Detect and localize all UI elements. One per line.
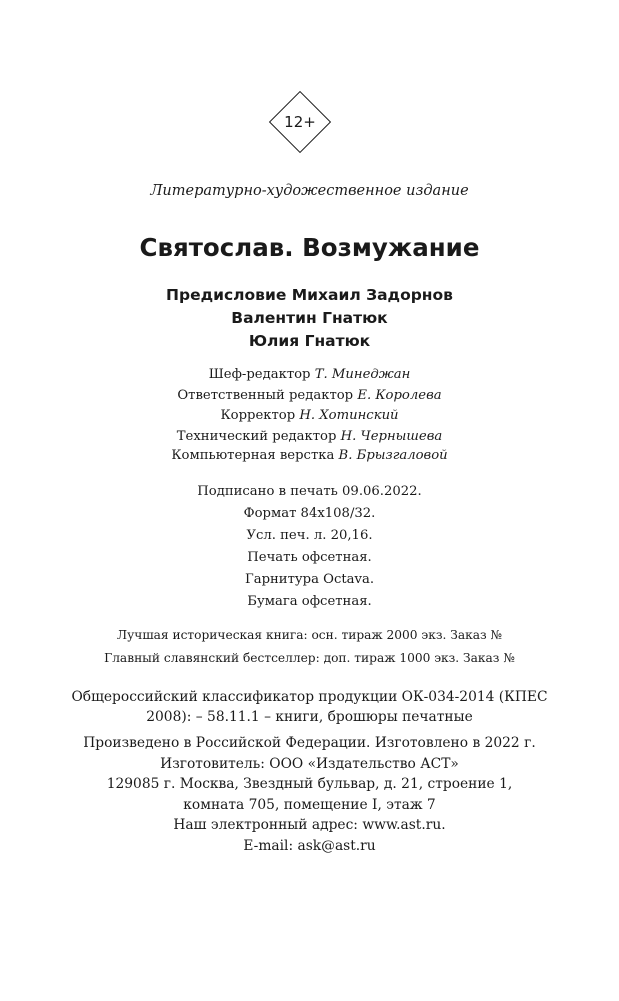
staff-line-chief-editor bbox=[0, 367, 619, 382]
print-spec-typeface: Гарнитура Octava. bbox=[244, 572, 375, 587]
genre-label: Литературно-художественное издание bbox=[150, 183, 469, 199]
staff-role: Технический редактор bbox=[176, 429, 337, 444]
age-rating-badge bbox=[269, 91, 333, 155]
age-rating-text: 12+ bbox=[284, 113, 316, 131]
author-line-1: Валентин Гнатюк bbox=[231, 309, 388, 327]
legal-email-line: E-mail: ask@ast.ru bbox=[243, 838, 376, 854]
staff-name: Е. Королева bbox=[357, 388, 442, 403]
staff-role: Компьютерная верстка bbox=[171, 448, 335, 463]
print-run-line: Лучшая историческая книга: осн. тираж 2000 экз. Заказ № bbox=[116, 628, 503, 642]
staff-line-responsible-editor bbox=[0, 388, 619, 403]
print-spec-sheets: Усл. печ. л. 20,16. bbox=[246, 528, 373, 543]
staff-role: Ответственный редактор bbox=[177, 388, 354, 403]
legal-production-line: Произведено в Российской Федерации. Изготовлено в 2022 г. bbox=[83, 735, 536, 751]
staff-line-technical-editor bbox=[0, 429, 619, 444]
staff-name: В. Брызгаловой bbox=[338, 448, 448, 463]
legal-address-line: комната 705, помещение I, этаж 7 bbox=[183, 797, 436, 813]
book-title: Святослав. Возмужание bbox=[139, 233, 480, 262]
staff-name: Н. Чернышева bbox=[340, 429, 443, 444]
author-line-2: Юлия Гнатюк bbox=[248, 332, 371, 350]
print-spec-paper: Бумага офсетная. bbox=[247, 594, 372, 609]
print-run-line: Главный славянский бестселлер: доп. тираж 1000 экз. Заказ № bbox=[104, 651, 515, 665]
legal-website-line: Наш электронный адрес: www.ast.ru. bbox=[173, 817, 446, 833]
legal-classifier-line: Общероссийский классификатор продукции ОК-034-2014 (КПЕС bbox=[71, 689, 548, 705]
legal-classifier-line: 2008): – 58.11.1 – книги, брошюры печатные bbox=[146, 709, 473, 725]
staff-role: Корректор bbox=[220, 408, 296, 423]
staff-role: Шеф-редактор bbox=[208, 367, 311, 382]
author-line-preface: Предисловие Михаил Задорнов bbox=[166, 286, 453, 304]
legal-manufacturer-line: Изготовитель: ООО «Издательство АСТ» bbox=[160, 756, 459, 772]
staff-line-layout bbox=[0, 448, 619, 463]
print-spec-signed: Подписано в печать 09.06.2022. bbox=[197, 484, 422, 499]
legal-address-line: 129085 г. Москва, Звездный бульвар, д. 21, строение 1, bbox=[106, 776, 513, 792]
print-spec-printing: Печать офсетная. bbox=[247, 550, 372, 565]
print-spec-format: Формат 84x108/32. bbox=[243, 506, 376, 521]
staff-line-proofreader bbox=[0, 408, 619, 423]
staff-name: Т. Минеджан bbox=[314, 367, 411, 382]
staff-name: Н. Хотинский bbox=[299, 408, 399, 423]
